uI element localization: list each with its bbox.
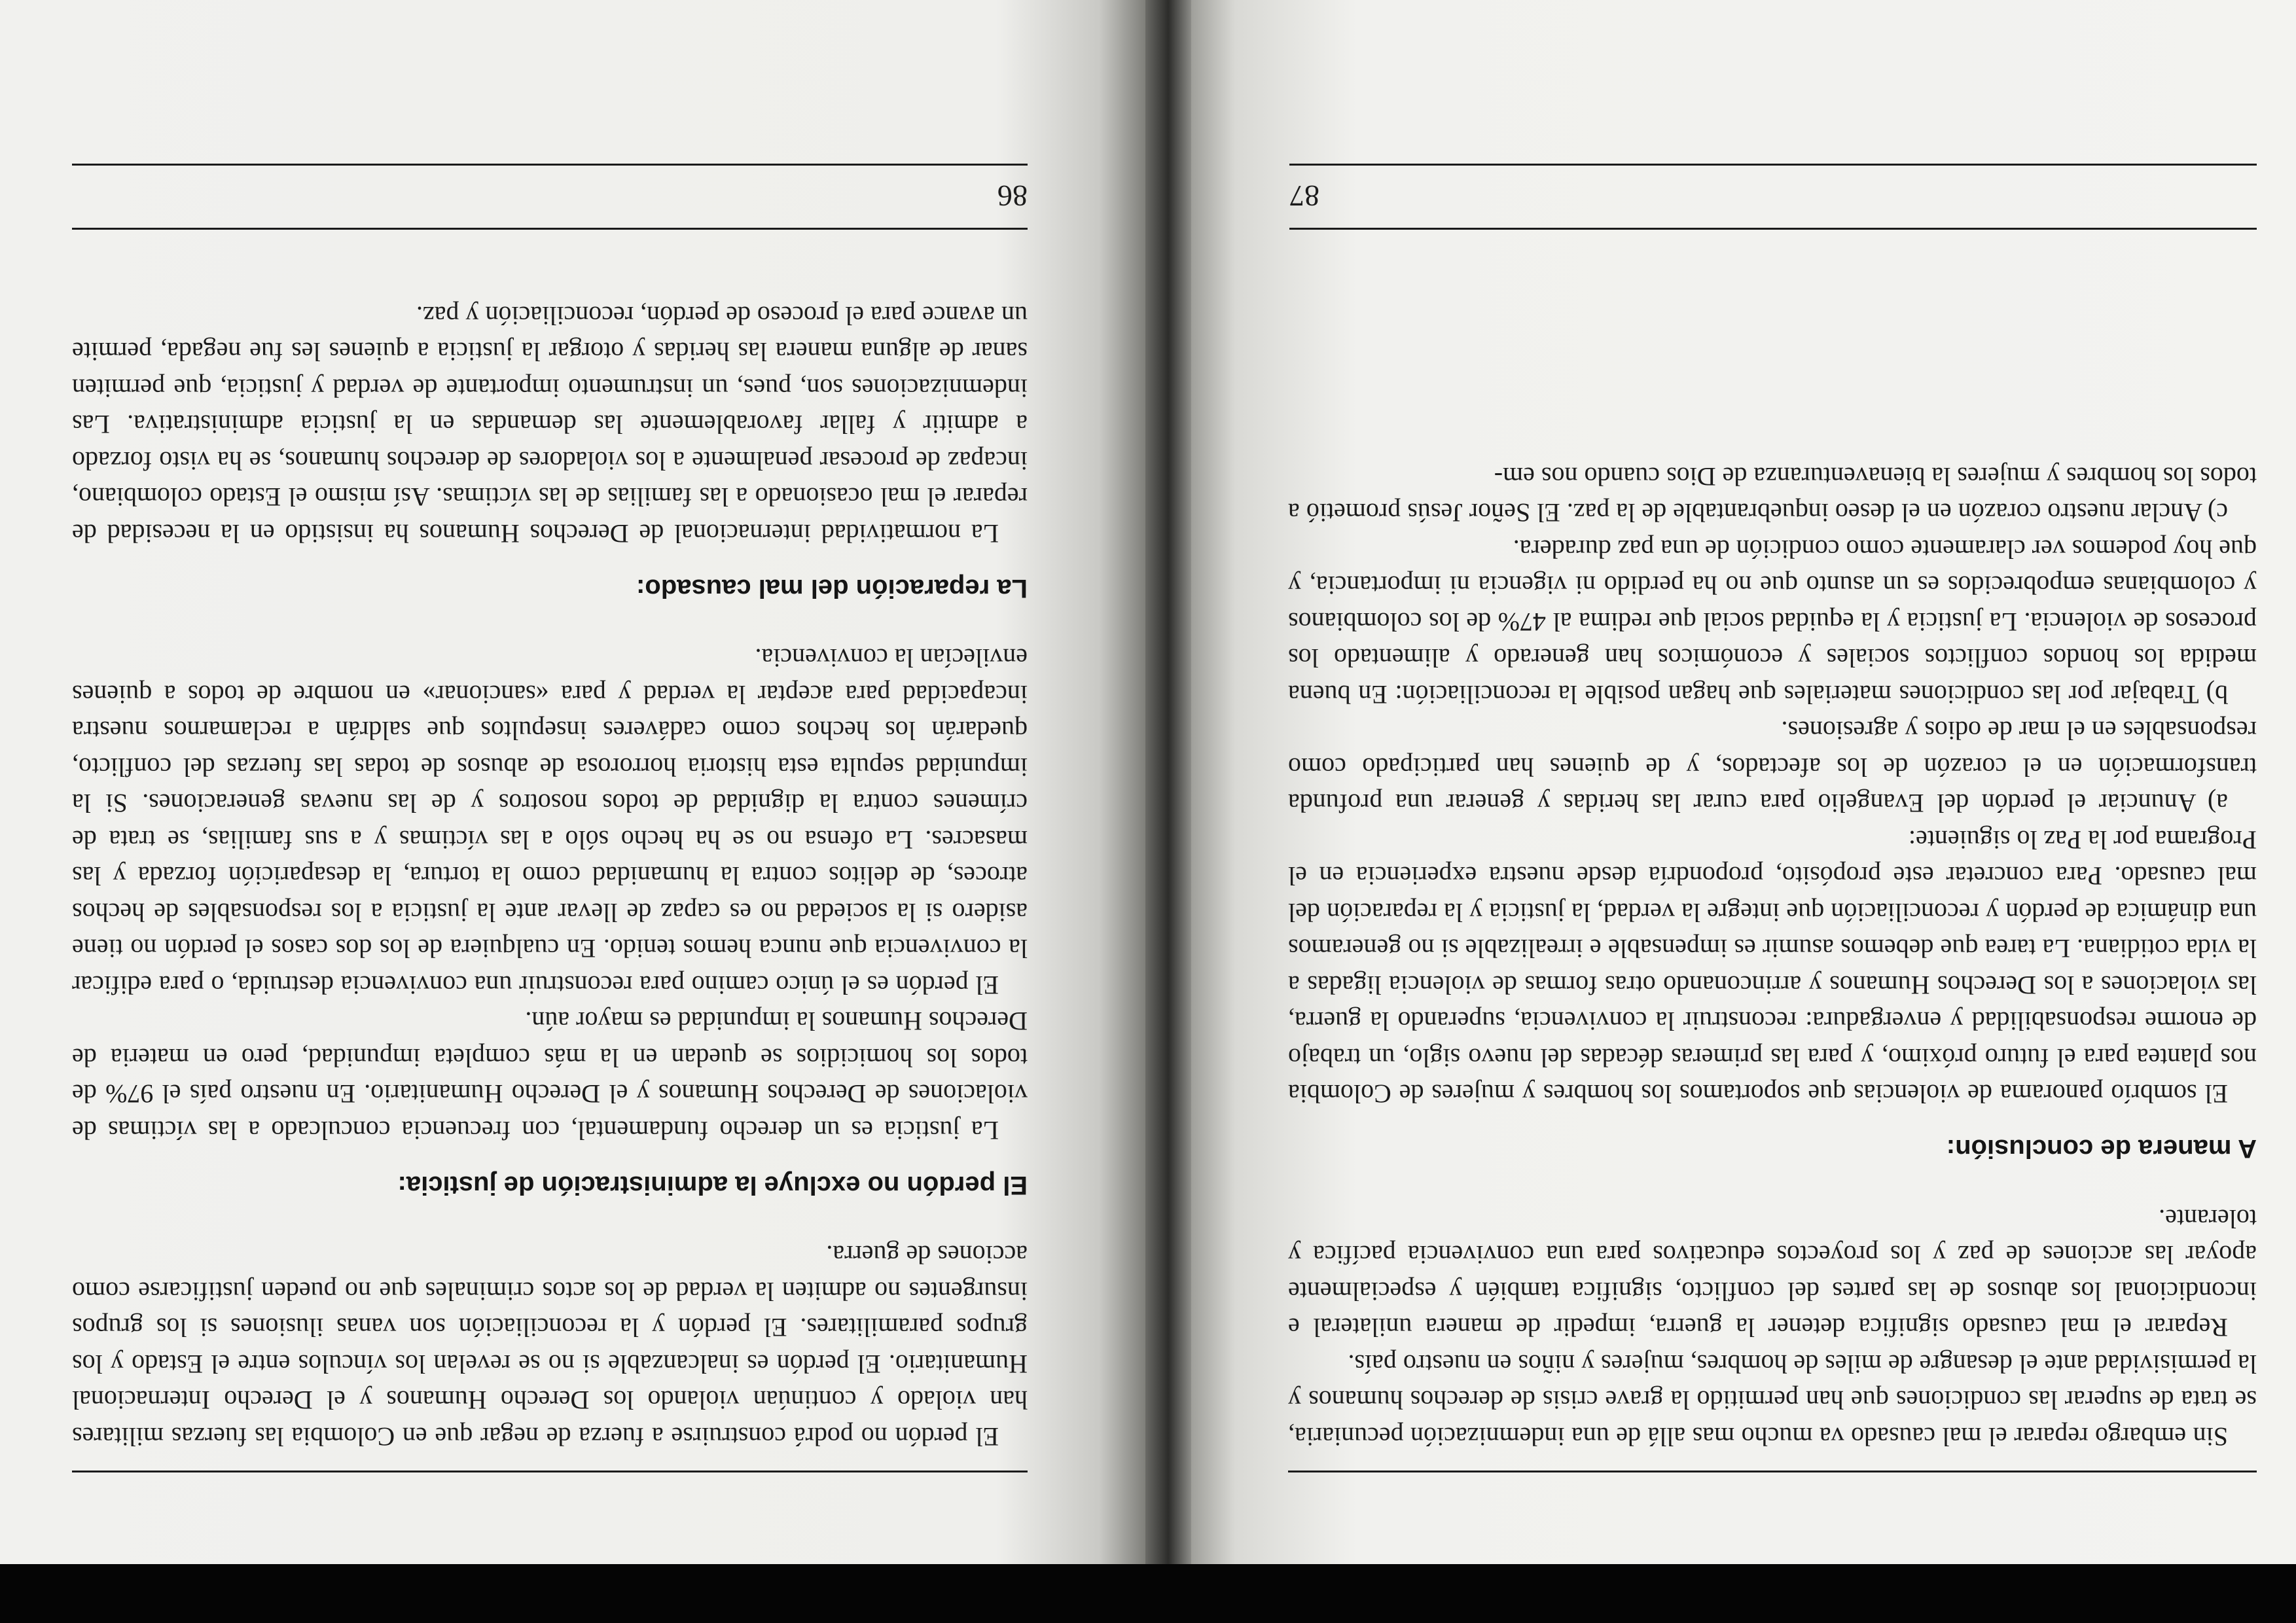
paragraph: La justicia es un derecho fundamental, con frecuencia conculcado a las víctimas de violaciones de Derechos Humanos y el Derecho Humanitario. En nuestro país el 97% de todos los homicidios se quedan en la más completa impunidad, pero en materia de Derechos Humanos la impunidad es mayor aún. <box>72 1007 1028 1145</box>
list-item: a) Anunciar el perdón del Evangelio para curar las heridas y generar una profunda transformación en el corazón de los afectados, y de quienes han participado como responsables en el mar de odios y agresiones. <box>1288 716 2257 819</box>
paragraph: El perdón es el único camino para reconstruir una convivencia destruida, o para edificar la convivencia que nunca hemos tenido. En cualquiera de los dos casos el perdón no tiene asidero si la sociedad no es capaz de llevar ante la justicia a los responsables de hechos atroces, de delitos contra la humanidad como la tortura, la desaparición forzada y las masacres. La ofensa no se ha hecho sólo a las víctimas y a sus familias, se trata de crímenes contra la dignidad de todos nosotros y de las nuevas generaciones. Si la impunidad sepulta esta historia horrorosa de abusos de todas las fuerzas del conflicto, quedarán los hechos como cadáveres insepultos que saldrán a reclamarnos nuestra incapacidad para aceptar la verdad y para «sancionar» en nombre de todos a quienes envilecían la convivencia. <box>72 643 1028 1000</box>
top-rule <box>1288 1471 2257 1472</box>
list-item: c) Anclar nuestro corazón en el deseo inquebrantable de la paz. El Señor Jesús prometió a todos los hombres y mujeres la bienaventuranza de Dios cuando nos em- <box>1288 462 2257 528</box>
header-rule <box>72 228 1028 230</box>
running-head <box>1289 164 2257 230</box>
section-heading: La reparación del mal causado: <box>636 574 1028 603</box>
header-rule <box>72 164 1028 166</box>
page-86 <box>0 0 1145 1564</box>
paragraph: Sin embargo reparar el mal causado va mucho mas allá de una indemnización pecuniaria, se trata de superar las condiciones que han permitido la grave crisis de derechos humanos y la permisividad ante el desangre de miles de hombres, mujeres y niños en nuestro país. <box>1288 1349 2257 1452</box>
page-number: 87 <box>1289 179 1319 213</box>
paragraph: El perdón no podrá construirse a fuerza de negar que en Colombia las fuerzas militares han violado y continúan violando los Derecho Humanos y el Derecho Internacional Humanitario. El perdón es inalcanzable si no se revelan los vínculos entre el Estado y los grupos paramilitares. El perdón y la reconciliación son vanas ilusiones si los grupos insurgentes no admiten la verdad de los actos criminales que no pueden justificarse como acciones de guerra. <box>72 1240 1028 1452</box>
scanner-edge <box>0 1564 2296 1623</box>
page-number: 86 <box>997 179 1028 213</box>
paragraph: La normatividad internacional de Derechos Humanos ha insistido en la necesidad de reparar el mal ocasionado a las familias de las víctimas. Así mismo el Estado colombiano, incapaz de procesar penalmente a los violadores de derechos humanos, se ha visto forzado a admitir y fallar favorablemente las demandas en la justicia administrativa. Las indemnizaciones son, pues, un instrumento importante de verdad y justicia, que permiten sanar de alguna manera las heridas y otorgar la justicia a quienes les fue negada, permite un avance para el proceso de perdón, reconciliación y paz. <box>72 301 1028 548</box>
paragraph: El sombrío panorama de violencias que soportamos los hombres y mujeres de Colombia nos planteа para el futuro próximo, y para las primeras décadas del nuevo siglo, un trabajo de enorme responsabilidad y envergadura: reconstruir la convivencia, superando la guerra, las violaciones a los Derechos Humanos y arrinconando otras formas de violencia ligadas a la vida cotidiana. La tarea que debemos asumir es impensable e irrealizable si no generamos una dinámica de perdón y reconciliación que integre la verdad, la justicia y la reparación del mal causado. Para concretar este propósito, propondría desde nuestra experiencia en el Programa por la Paz lo siguiente: <box>1288 825 2257 1109</box>
list-item: b) Trabajar por las condiciones materiales que hagan posible la reconciliación: En buena medida los hondos conflictos sociales y económicos han generado y alimentado los procesos de violencia. La justicia y la equidad social que redima al 47% de los colombianos y colombianas empobrecidos es un asunto que no ha perdido ni vigencia ni importancia, y que hoy podemos ver claramente como condición de una paz duradera. <box>1288 535 2257 709</box>
page-87 <box>1191 0 2296 1564</box>
top-rule <box>72 1471 1028 1472</box>
running-head <box>72 164 1028 230</box>
section-heading: El perdón no excluye la administración de justicia: <box>397 1171 1028 1200</box>
section-heading: A manera de conclusión: <box>1946 1134 2257 1164</box>
page-86-content <box>72 298 1028 1473</box>
page-87-content <box>1288 459 2257 1473</box>
book-gutter <box>1145 0 1191 1564</box>
paragraph: Reparar el mal causado significa detener la guerra, impedir de manera unilateral e incondicional los abusos de las partes del conflicto, significa también y especialmente apoyar las acciones de paz y los proyectos educativos para una convivencia pacífica y tolerante. <box>1288 1204 2257 1343</box>
header-rule <box>1289 228 2257 230</box>
header-rule <box>1289 164 2257 166</box>
